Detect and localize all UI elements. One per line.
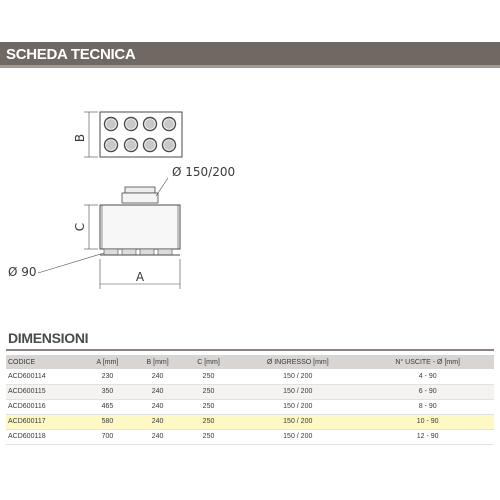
header-codice: CODICE: [8, 358, 36, 366]
cell-a: 465: [83, 399, 133, 414]
cell-b: 240: [132, 429, 183, 444]
header-bar: [0, 42, 500, 68]
inlet-collar-top: [125, 187, 155, 193]
cell-a: 580: [83, 414, 133, 429]
cell-ingresso: 150 / 200: [234, 369, 361, 384]
cell-code: ACD600114: [6, 369, 83, 384]
cell-a: 230: [83, 369, 133, 384]
header-uscite: N° USCITE - Ø [mm]: [395, 358, 460, 366]
cell-ingresso: 150 / 200: [234, 414, 361, 429]
table-row-highlighted: [6, 414, 494, 429]
page-title: SCHEDA TECNICA: [6, 46, 136, 63]
header-c: C [mm]: [197, 358, 220, 366]
table-row: [6, 399, 494, 414]
section-divider: [6, 349, 494, 351]
section-title: DIMENSIONI: [8, 330, 89, 346]
dim-label-outlet: Ø 90: [8, 265, 37, 279]
cell-c: 250: [183, 384, 234, 399]
header-b: B [mm]: [146, 358, 169, 366]
cell-ingresso: 150 / 200: [234, 399, 361, 414]
dim-label-b: B: [73, 133, 87, 143]
cell-uscite: 6 - 90: [361, 384, 494, 399]
cell-uscite: 4 - 90: [361, 369, 494, 384]
table-row: [6, 369, 494, 384]
cell-c: 250: [183, 369, 234, 384]
cell-a: 350: [83, 384, 133, 399]
cell-a: 700: [83, 429, 133, 444]
cell-c: 250: [183, 414, 234, 429]
dim-label-inlet: Ø 150/200: [172, 165, 236, 179]
cell-code: ACD600117: [6, 414, 83, 429]
front-view: [38, 178, 180, 289]
dim-label-c: C: [73, 222, 87, 232]
cell-uscite: 8 - 90: [361, 399, 494, 414]
outlet-spigots: [104, 249, 172, 255]
dim-label-a: A: [135, 270, 145, 284]
cell-ingresso: 150 / 200: [234, 384, 361, 399]
technical-drawing: [0, 95, 500, 295]
header-a: A [mm]: [96, 358, 119, 366]
cell-b: 240: [132, 414, 183, 429]
plenum-body: [100, 205, 180, 249]
table-row: [6, 429, 494, 444]
cell-uscite: 12 - 90: [361, 429, 494, 444]
cell-code: ACD600116: [6, 399, 83, 414]
top-view: [84, 112, 182, 157]
cell-ingresso: 150 / 200: [234, 429, 361, 444]
table-header-row: [6, 355, 494, 369]
cell-b: 240: [132, 399, 183, 414]
cell-c: 250: [183, 399, 234, 414]
inlet-collar: [122, 193, 158, 203]
table-row: [6, 384, 494, 399]
cell-c: 250: [183, 429, 234, 444]
top-view-box: [100, 112, 182, 157]
cell-b: 240: [132, 384, 183, 399]
header-ingresso: Ø INGRESSO [mm]: [266, 358, 329, 366]
dimensions-table: [6, 355, 494, 445]
cell-b: 240: [132, 369, 183, 384]
cell-code: ACD600118: [6, 429, 83, 444]
cell-uscite: 10 - 90: [361, 414, 494, 429]
cell-code: ACD600115: [6, 384, 83, 399]
